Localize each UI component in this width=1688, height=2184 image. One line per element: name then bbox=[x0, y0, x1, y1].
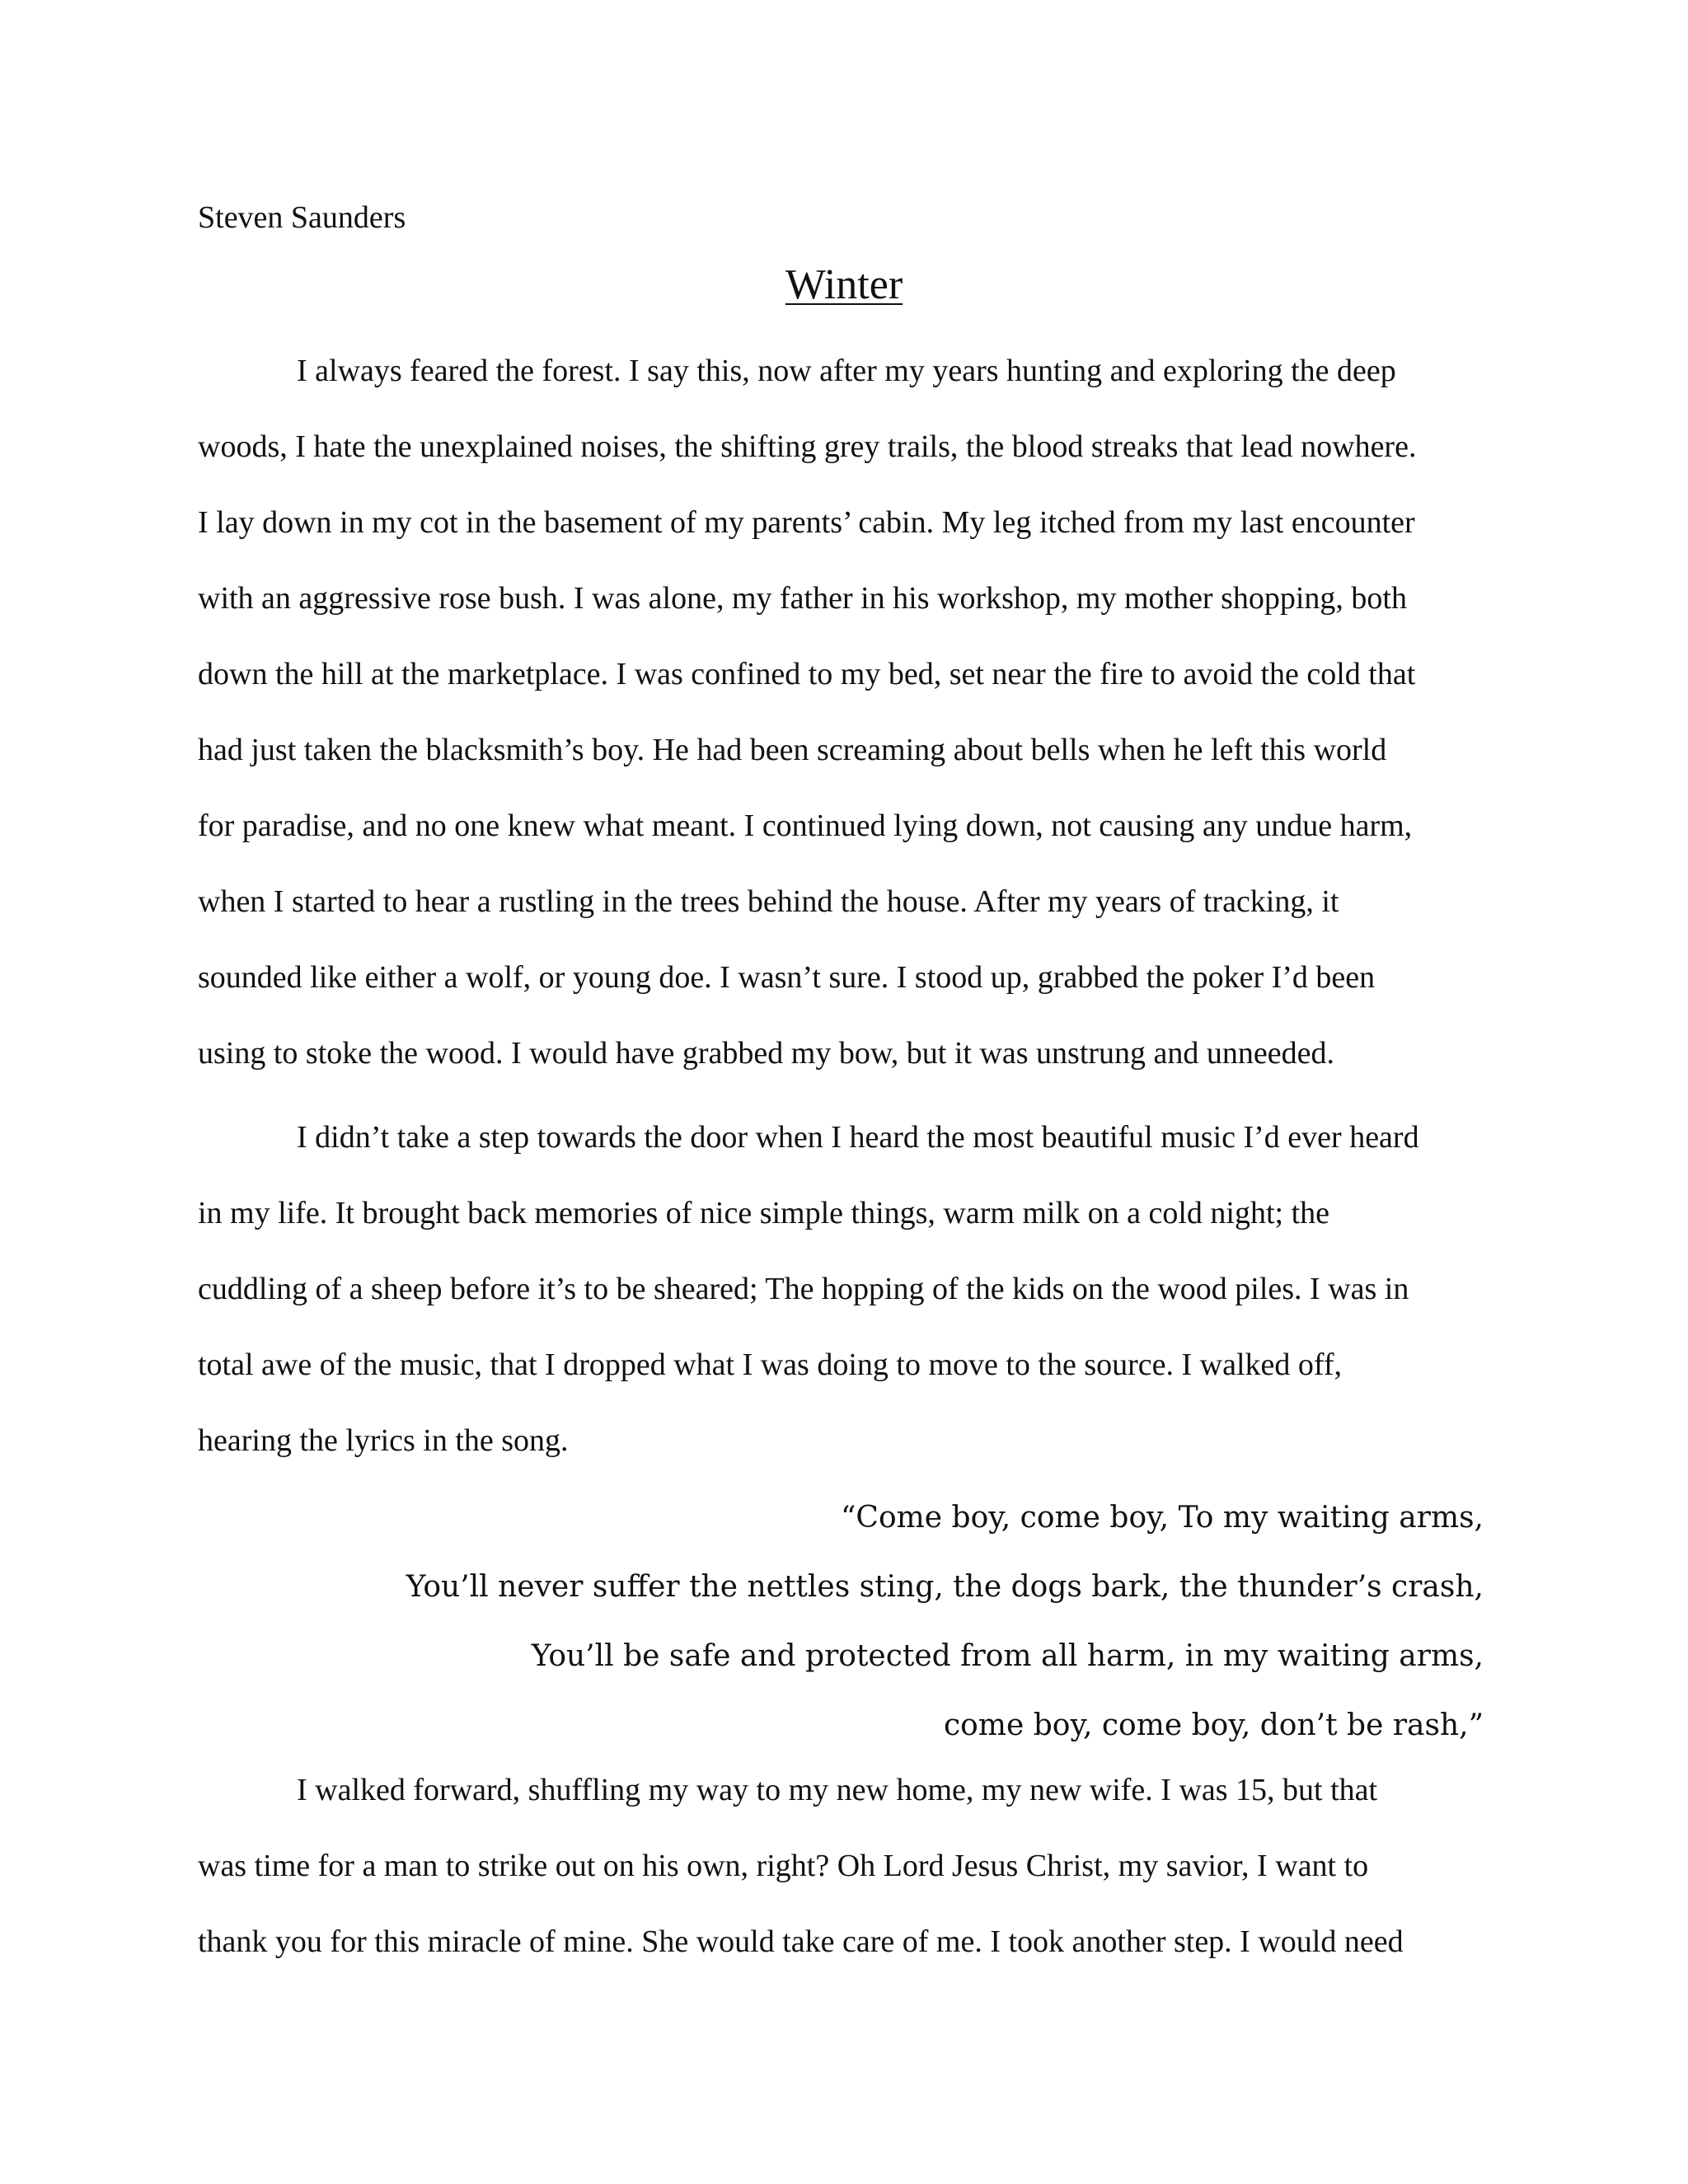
paragraph-line: I walked forward, shuffling my way to my new home, my new wife. I was 15, but that bbox=[297, 1773, 1378, 1807]
paragraph-line: I always feared the forest. I say this, now after my years hunting and exploring the deep bbox=[297, 354, 1396, 388]
paragraph-line: hearing the lyrics in the song. bbox=[198, 1423, 569, 1458]
paragraph-line: I didn’t take a step towards the door when I heard the most beautiful music I’d ever heard bbox=[297, 1120, 1419, 1155]
paragraph-line: cuddling of a sheep before it’s to be sheared; The hopping of the kids on the wood piles. I was in bbox=[198, 1272, 1409, 1306]
paragraph-2 bbox=[198, 1099, 1517, 1479]
paragraph-line: sounded like either a wolf, or young doe. I wasn’t sure. I stood up, grabbed the poker I’d been bbox=[198, 960, 1376, 995]
verse-line: You’ll be safe and protected from all harm, in my waiting arms, bbox=[531, 1639, 1484, 1673]
paragraph-line: when I started to hear a rustling in the trees behind the house. After my years of tracking, it bbox=[198, 884, 1339, 919]
song-verse bbox=[198, 1483, 1484, 1760]
paragraph-line: total awe of the music, that I dropped what I was doing to move to the source. I walked off, bbox=[198, 1347, 1343, 1382]
paragraph-1 bbox=[198, 333, 1517, 1091]
story-title bbox=[0, 259, 1688, 312]
paragraph-line: down the hill at the marketplace. I was confined to my bed, set near the fire to avoid the cold that bbox=[198, 657, 1416, 691]
verse-line: You’ll never suffer the nettles sting, the dogs bark, the thunder’s crash, bbox=[406, 1570, 1484, 1604]
paragraph-line: thank you for this miracle of mine. She would take care of me. I took another step. I would need bbox=[198, 1924, 1404, 1959]
verse-line: “Come boy, come boy, To my waiting arms, bbox=[841, 1501, 1484, 1535]
story-title-text: Winter bbox=[785, 261, 903, 308]
paragraph-line: woods, I hate the unexplained noises, the shifting grey trails, the blood streaks that lead nowhere. bbox=[198, 429, 1417, 464]
paragraph-line: was time for a man to strike out on his own, right? Oh Lord Jesus Christ, my savior, I want to bbox=[198, 1849, 1369, 1883]
paragraph-line: had just taken the blacksmith’s boy. He had been screaming about bells when he left this world bbox=[198, 733, 1387, 767]
author-name: Steven Saunders bbox=[198, 200, 406, 235]
paragraph-line: in my life. It brought back memories of nice simple things, warm milk on a cold night; the bbox=[198, 1196, 1330, 1230]
paragraph-3 bbox=[198, 1752, 1517, 1980]
verse-line: come boy, come boy, don’t be rash,” bbox=[944, 1708, 1484, 1742]
paragraph-line: I lay down in my cot in the basement of my parents’ cabin. My leg itched from my last encounter bbox=[198, 505, 1415, 540]
paragraph-line: for paradise, and no one knew what meant. I continued lying down, not causing any undue harm, bbox=[198, 808, 1413, 843]
paragraph-line: with an aggressive rose bush. I was alone, my father in his workshop, my mother shopping, both bbox=[198, 581, 1407, 616]
paragraph-line: using to stoke the wood. I would have grabbed my bow, but it was unstrung and unneeded. bbox=[198, 1036, 1335, 1071]
